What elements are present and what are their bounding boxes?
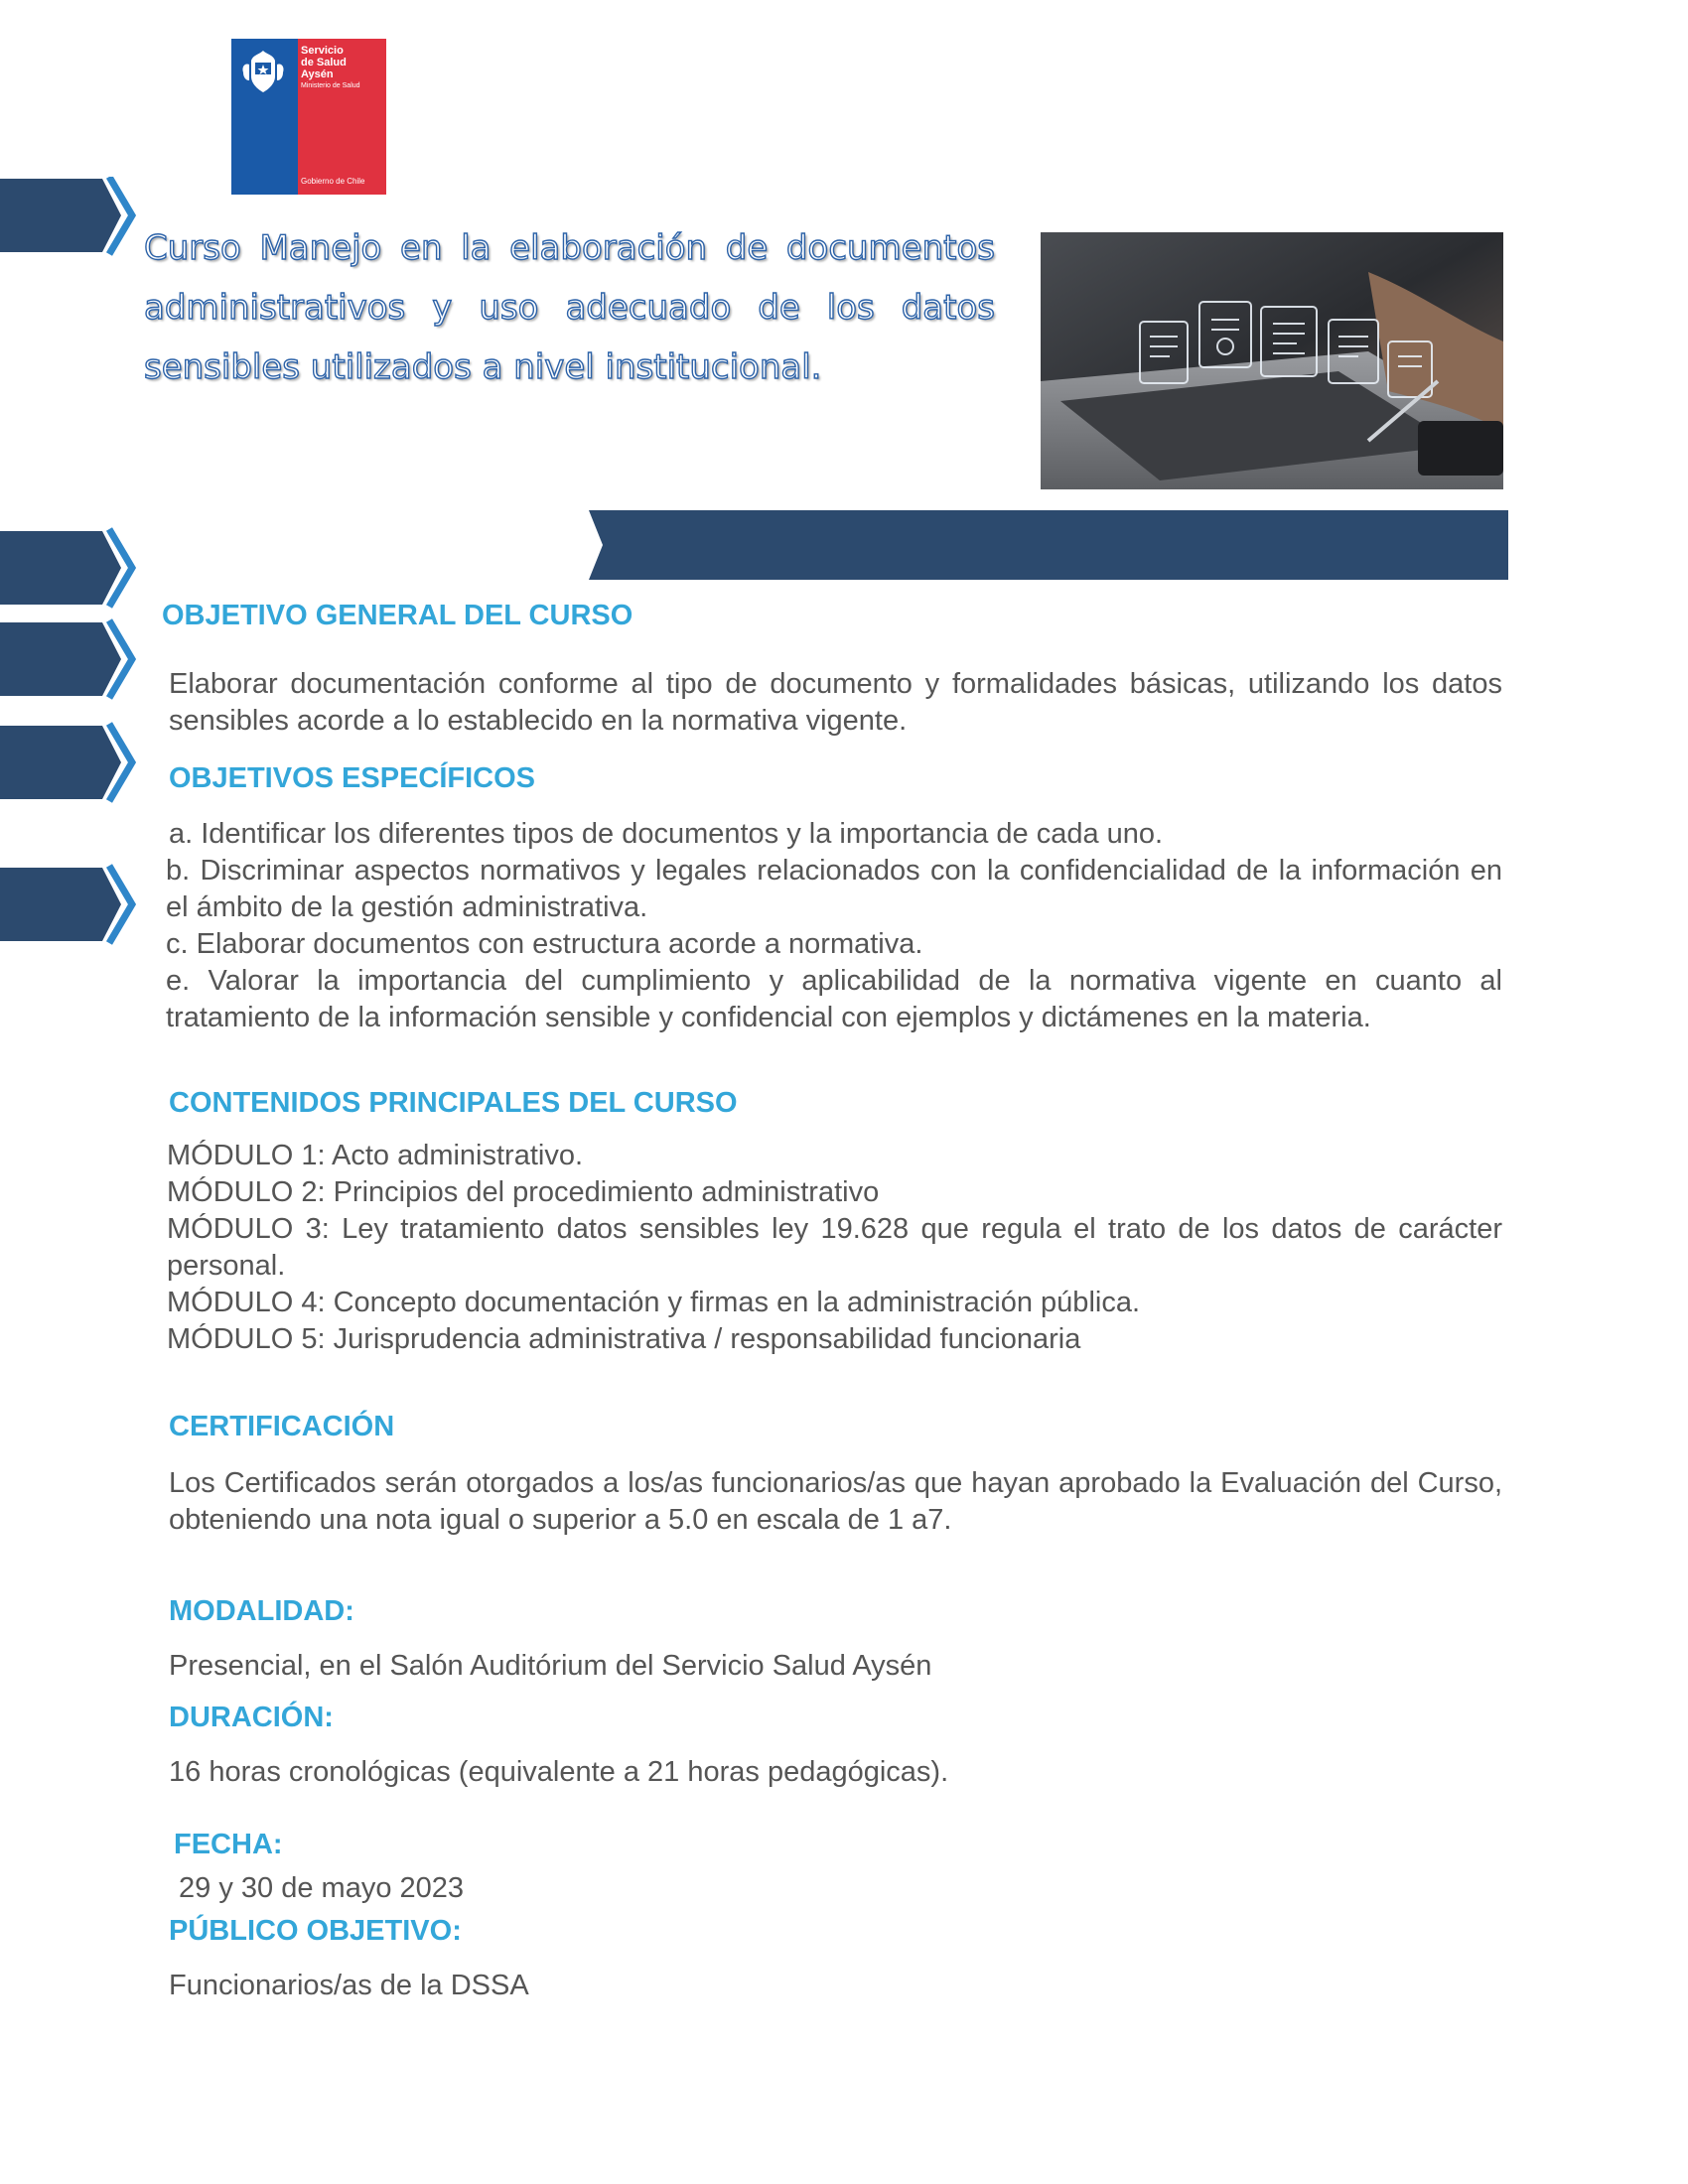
servicio-salud-aysen-logo xyxy=(231,39,386,195)
list-item: b. Discriminar aspectos normativos y legales relacionados con la confidencialidad de la información en el ámbito de la gestión administrativa. xyxy=(166,855,1502,923)
list-item: MÓDULO 1: Acto administrativo. xyxy=(167,1140,584,1171)
contenidos-list xyxy=(167,1138,1502,1358)
modalidad-text: Presencial, en el Salón Auditórium del Servicio Salud Aysén xyxy=(169,1650,932,1682)
objetivos-especificos-heading: OBJETIVOS ESPECÍFICOS xyxy=(169,762,536,794)
contenidos-heading: CONTENIDOS PRINCIPALES DEL CURSO xyxy=(169,1087,738,1119)
objetivo-general-heading: OBJETIVO GENERAL DEL CURSO xyxy=(162,600,633,631)
section-banner xyxy=(589,510,1508,580)
modalidad-heading: MODALIDAD: xyxy=(169,1595,354,1627)
publico-objetivo-text: Funcionarios/as de la DSSA xyxy=(169,1970,529,2001)
list-item: c. Elaborar documentos con estructura acorde a normativa. xyxy=(166,928,923,960)
objetivo-general-text: Elaborar documentación conforme al tipo de documento y formalidades básicas, utilizando los datos sensibles acorde a lo establecido en la normativa vigente. xyxy=(169,668,1502,737)
list-item: MÓDULO 5: Jurisprudencia administrativa / responsabilidad funcionaria xyxy=(167,1323,1081,1355)
chevron-icon xyxy=(0,864,139,945)
duracion-heading: DURACIÓN: xyxy=(169,1702,334,1733)
list-item: MÓDULO 2: Principios del procedimiento administrativo xyxy=(167,1176,880,1208)
course-title: Curso Manejo en la elaboración de documentos administrativos y uso adecuado de los datos sensibles utilizados a nivel institucional. xyxy=(144,228,995,387)
list-item: MÓDULO 3: Ley tratamiento datos sensibles ley 19.628 que regula el trato de los datos de carácter personal. xyxy=(167,1213,1502,1282)
certificacion-text: Los Certificados serán otorgados a los/as funcionarios/as que hayan aprobado la Evaluación del Curso, obteniendo una nota igual o superior a 5.0 en escala de 1 a7. xyxy=(169,1467,1502,1536)
list-item: e. Valorar la importancia del cumplimiento y aplicabilidad de la normativa vigente en cuanto al tratamiento de la información sensible y confidencial con ejemplos y dictámenes en la materia. xyxy=(166,965,1502,1033)
duracion-text: 16 horas cronológicas (equivalente a 21 horas pedagógicas). xyxy=(169,1756,949,1788)
chevron-icon xyxy=(0,618,139,700)
chevron-icon xyxy=(0,527,139,609)
chevron-icon xyxy=(0,177,139,258)
fecha-heading: FECHA: xyxy=(174,1829,283,1860)
list-item: MÓDULO 4: Concepto documentación y firmas en la administración pública. xyxy=(167,1287,1141,1318)
certificacion-heading: CERTIFICACIÓN xyxy=(169,1411,395,1442)
logo-gov-text: Gobierno de Chile xyxy=(301,177,365,186)
coat-of-arms-icon xyxy=(239,47,287,98)
list-item: a. Identificar los diferentes tipos de documentos y la importancia de cada uno. xyxy=(169,818,1164,850)
logo-brand-text: Servicio de Salud Aysén Ministerio de Salud xyxy=(301,45,360,89)
fecha-text: 29 y 30 de mayo 2023 xyxy=(171,1872,465,1904)
objetivos-especificos-list xyxy=(166,816,1502,1036)
publico-objetivo-heading: PÚBLICO OBJETIVO: xyxy=(169,1915,462,1947)
laptop-documents-photo xyxy=(1041,232,1503,489)
chevron-icon xyxy=(0,722,139,803)
